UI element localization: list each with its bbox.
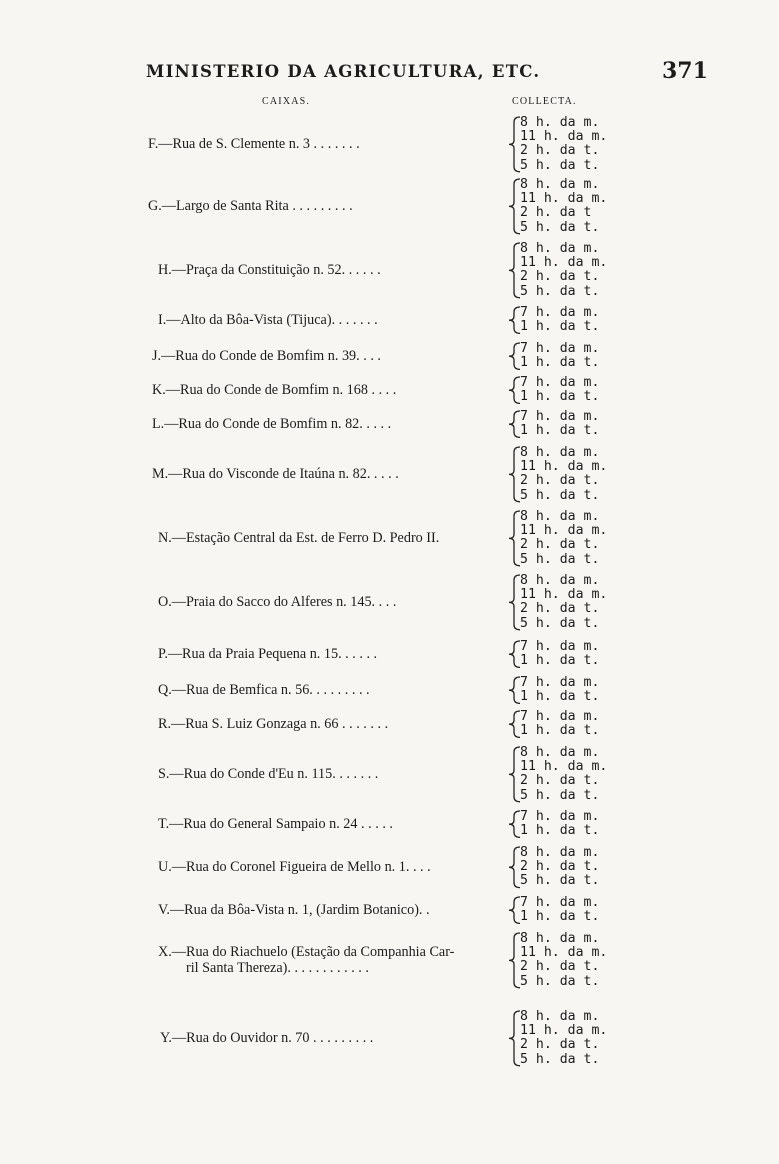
collection-time: 2 h. da t.	[520, 143, 600, 159]
mailbox-location-label: J.—Rua do Conde de Bomfim n. 39. . . .	[152, 348, 381, 365]
collection-time: 2 h. da t.	[520, 773, 600, 789]
mailbox-location-label: H.—Praça da Constituição n. 52. . . . . .	[158, 262, 381, 279]
collection-times	[520, 640, 599, 668]
mailbox-location-label: U.—Rua do Coronel Figueira de Mello n. 1. . . .	[158, 859, 431, 876]
collection-times	[520, 410, 599, 438]
collection-time: 8 h. da m.	[520, 1009, 600, 1024]
collection-times	[520, 342, 599, 370]
mailbox-location-label: L.—Rua do Conde de Bomfim n. 82. . . . .	[152, 416, 392, 433]
mailbox-location-label: Y.—Rua do Ouvidor n. 70 . . . . . . . . .	[160, 1030, 374, 1047]
collection-time: 8 h. da m.	[520, 445, 600, 460]
collection-times	[520, 376, 599, 404]
collection-time: 5 h. da t.	[520, 219, 600, 235]
collection-time: 11 h. da m.	[520, 255, 608, 271]
collection-time: 2 h. da t.	[520, 601, 600, 617]
collection-times	[520, 178, 607, 235]
collection-time: 1 h. da t.	[520, 653, 600, 669]
collection-time: 7 h. da m.	[520, 639, 600, 654]
collection-time: 8 h. da m.	[520, 241, 600, 256]
collection-time: 1 h. da t.	[520, 319, 600, 335]
mailbox-location-label-continuation: ril Santa Thereza). . . . . . . . . . . .	[186, 960, 369, 977]
mailbox-location-label: O.—Praia do Sacco do Alferes n. 145. . . .	[158, 594, 397, 611]
collection-time: 1 h. da t.	[520, 723, 600, 739]
mailbox-location-label: I.—Alto da Bôa-Vista (Tijuca). . . . . . .	[158, 312, 378, 329]
collection-times	[520, 510, 607, 567]
collection-time: 7 h. da m.	[520, 409, 600, 424]
collection-time: 5 h. da t.	[520, 973, 600, 989]
running-header: MINISTERIO DA AGRICULTURA, ETC.	[146, 62, 541, 81]
collection-time: 7 h. da m.	[520, 375, 600, 390]
collection-times	[520, 676, 599, 704]
collection-time: 11 h. da m.	[520, 945, 608, 961]
collection-times	[520, 1010, 607, 1067]
collection-time: 5 h. da t.	[520, 787, 600, 803]
collection-time: 2 h. da t.	[520, 269, 600, 285]
collection-time: 2 h. da t.	[520, 959, 600, 975]
column-heading-caixas: CAIXAS.	[262, 96, 311, 107]
collection-times	[520, 932, 607, 989]
collection-time: 5 h. da t.	[520, 615, 600, 631]
collection-time: 5 h. da t.	[520, 157, 600, 173]
collection-time: 8 h. da m.	[520, 931, 600, 946]
collection-time: 7 h. da m.	[520, 341, 600, 356]
collection-times	[520, 896, 599, 924]
collection-time: 1 h. da t.	[520, 689, 600, 705]
collection-time: 5 h. da t.	[520, 1051, 600, 1067]
collection-time: 11 h. da m.	[520, 129, 608, 145]
mailbox-location-label: X.—Rua do Riachuelo (Estação da Companhia Car-	[158, 944, 455, 961]
collection-time: 8 h. da m.	[520, 115, 600, 130]
collection-time: 1 h. da t.	[520, 823, 600, 839]
page-number: 371	[662, 58, 708, 84]
collection-time: 5 h. da t.	[520, 873, 600, 889]
collection-times	[520, 746, 607, 803]
collection-time: 1 h. da t.	[520, 355, 600, 371]
collection-times	[520, 306, 599, 334]
collection-time: 8 h. da m.	[520, 177, 600, 192]
collection-time: 7 h. da m.	[520, 675, 600, 690]
collection-time: 2 h. da t.	[520, 537, 600, 553]
collection-times	[520, 846, 599, 889]
mailbox-location-label: G.—Largo de Santa Rita . . . . . . . . .	[148, 198, 353, 215]
mailbox-location-label: T.—Rua do General Sampaio n. 24 . . . . .	[158, 816, 393, 833]
collection-times	[520, 446, 607, 503]
collection-time: 7 h. da m.	[520, 305, 600, 320]
collection-time: 11 h. da m.	[520, 587, 608, 603]
collection-times	[520, 810, 599, 838]
mailbox-location-label: Q.—Rua de Bemfica n. 56. . . . . . . . .	[158, 682, 370, 699]
collection-time: 2 h. da t.	[520, 473, 600, 489]
mailbox-location-label: P.—Rua da Praia Pequena n. 15. . . . . .	[158, 646, 378, 663]
collection-times	[520, 710, 599, 738]
collection-times	[520, 242, 607, 299]
mailbox-location-label: F.—Rua de S. Clemente n. 3 . . . . . . .	[148, 136, 360, 153]
collection-time: 5 h. da t.	[520, 283, 600, 299]
collection-time: 11 h. da m.	[520, 191, 608, 207]
mailbox-location-label: M.—Rua do Visconde de Itaúna n. 82. . . . .	[152, 466, 399, 483]
mailbox-location-label: K.—Rua do Conde de Bomfim n. 168 . . . .	[152, 382, 397, 399]
collection-time: 1 h. da t.	[520, 423, 600, 439]
collection-time: 11 h. da m.	[520, 759, 608, 775]
collection-times	[520, 574, 607, 631]
mailbox-location-label: N.—Estação Central da Est. de Ferro D. Pedro II.	[158, 530, 440, 547]
collection-time: 11 h. da m.	[520, 523, 608, 539]
collection-times	[520, 116, 607, 173]
collection-time: 7 h. da m.	[520, 709, 600, 724]
collection-time: 2 h. da t.	[520, 859, 600, 875]
collection-time: 1 h. da t.	[520, 909, 600, 925]
collection-time: 2 h. da t.	[520, 1037, 600, 1053]
mailbox-location-label: S.—Rua do Conde d'Eu n. 115. . . . . . .	[158, 766, 379, 783]
collection-time: 7 h. da m.	[520, 895, 600, 910]
collection-time: 5 h. da t.	[520, 487, 600, 503]
collection-time: 7 h. da m.	[520, 809, 600, 824]
collection-time: 8 h. da m.	[520, 573, 600, 588]
collection-time: 1 h. da t.	[520, 389, 600, 405]
collection-time: 2 h. da t	[520, 205, 592, 221]
mailbox-location-label: R.—Rua S. Luiz Gonzaga n. 66 . . . . . . .	[158, 716, 389, 733]
collection-time: 8 h. da m.	[520, 745, 600, 760]
collection-time: 11 h. da m.	[520, 459, 608, 475]
collection-time: 5 h. da t.	[520, 551, 600, 567]
collection-time: 8 h. da m.	[520, 845, 600, 860]
column-heading-collecta: COLLECTA.	[512, 96, 577, 107]
collection-time: 11 h. da m.	[520, 1023, 608, 1039]
mailbox-location-label: V.—Rua da Bôa-Vista n. 1, (Jardim Botanico). .	[158, 902, 430, 919]
collection-time: 8 h. da m.	[520, 509, 600, 524]
